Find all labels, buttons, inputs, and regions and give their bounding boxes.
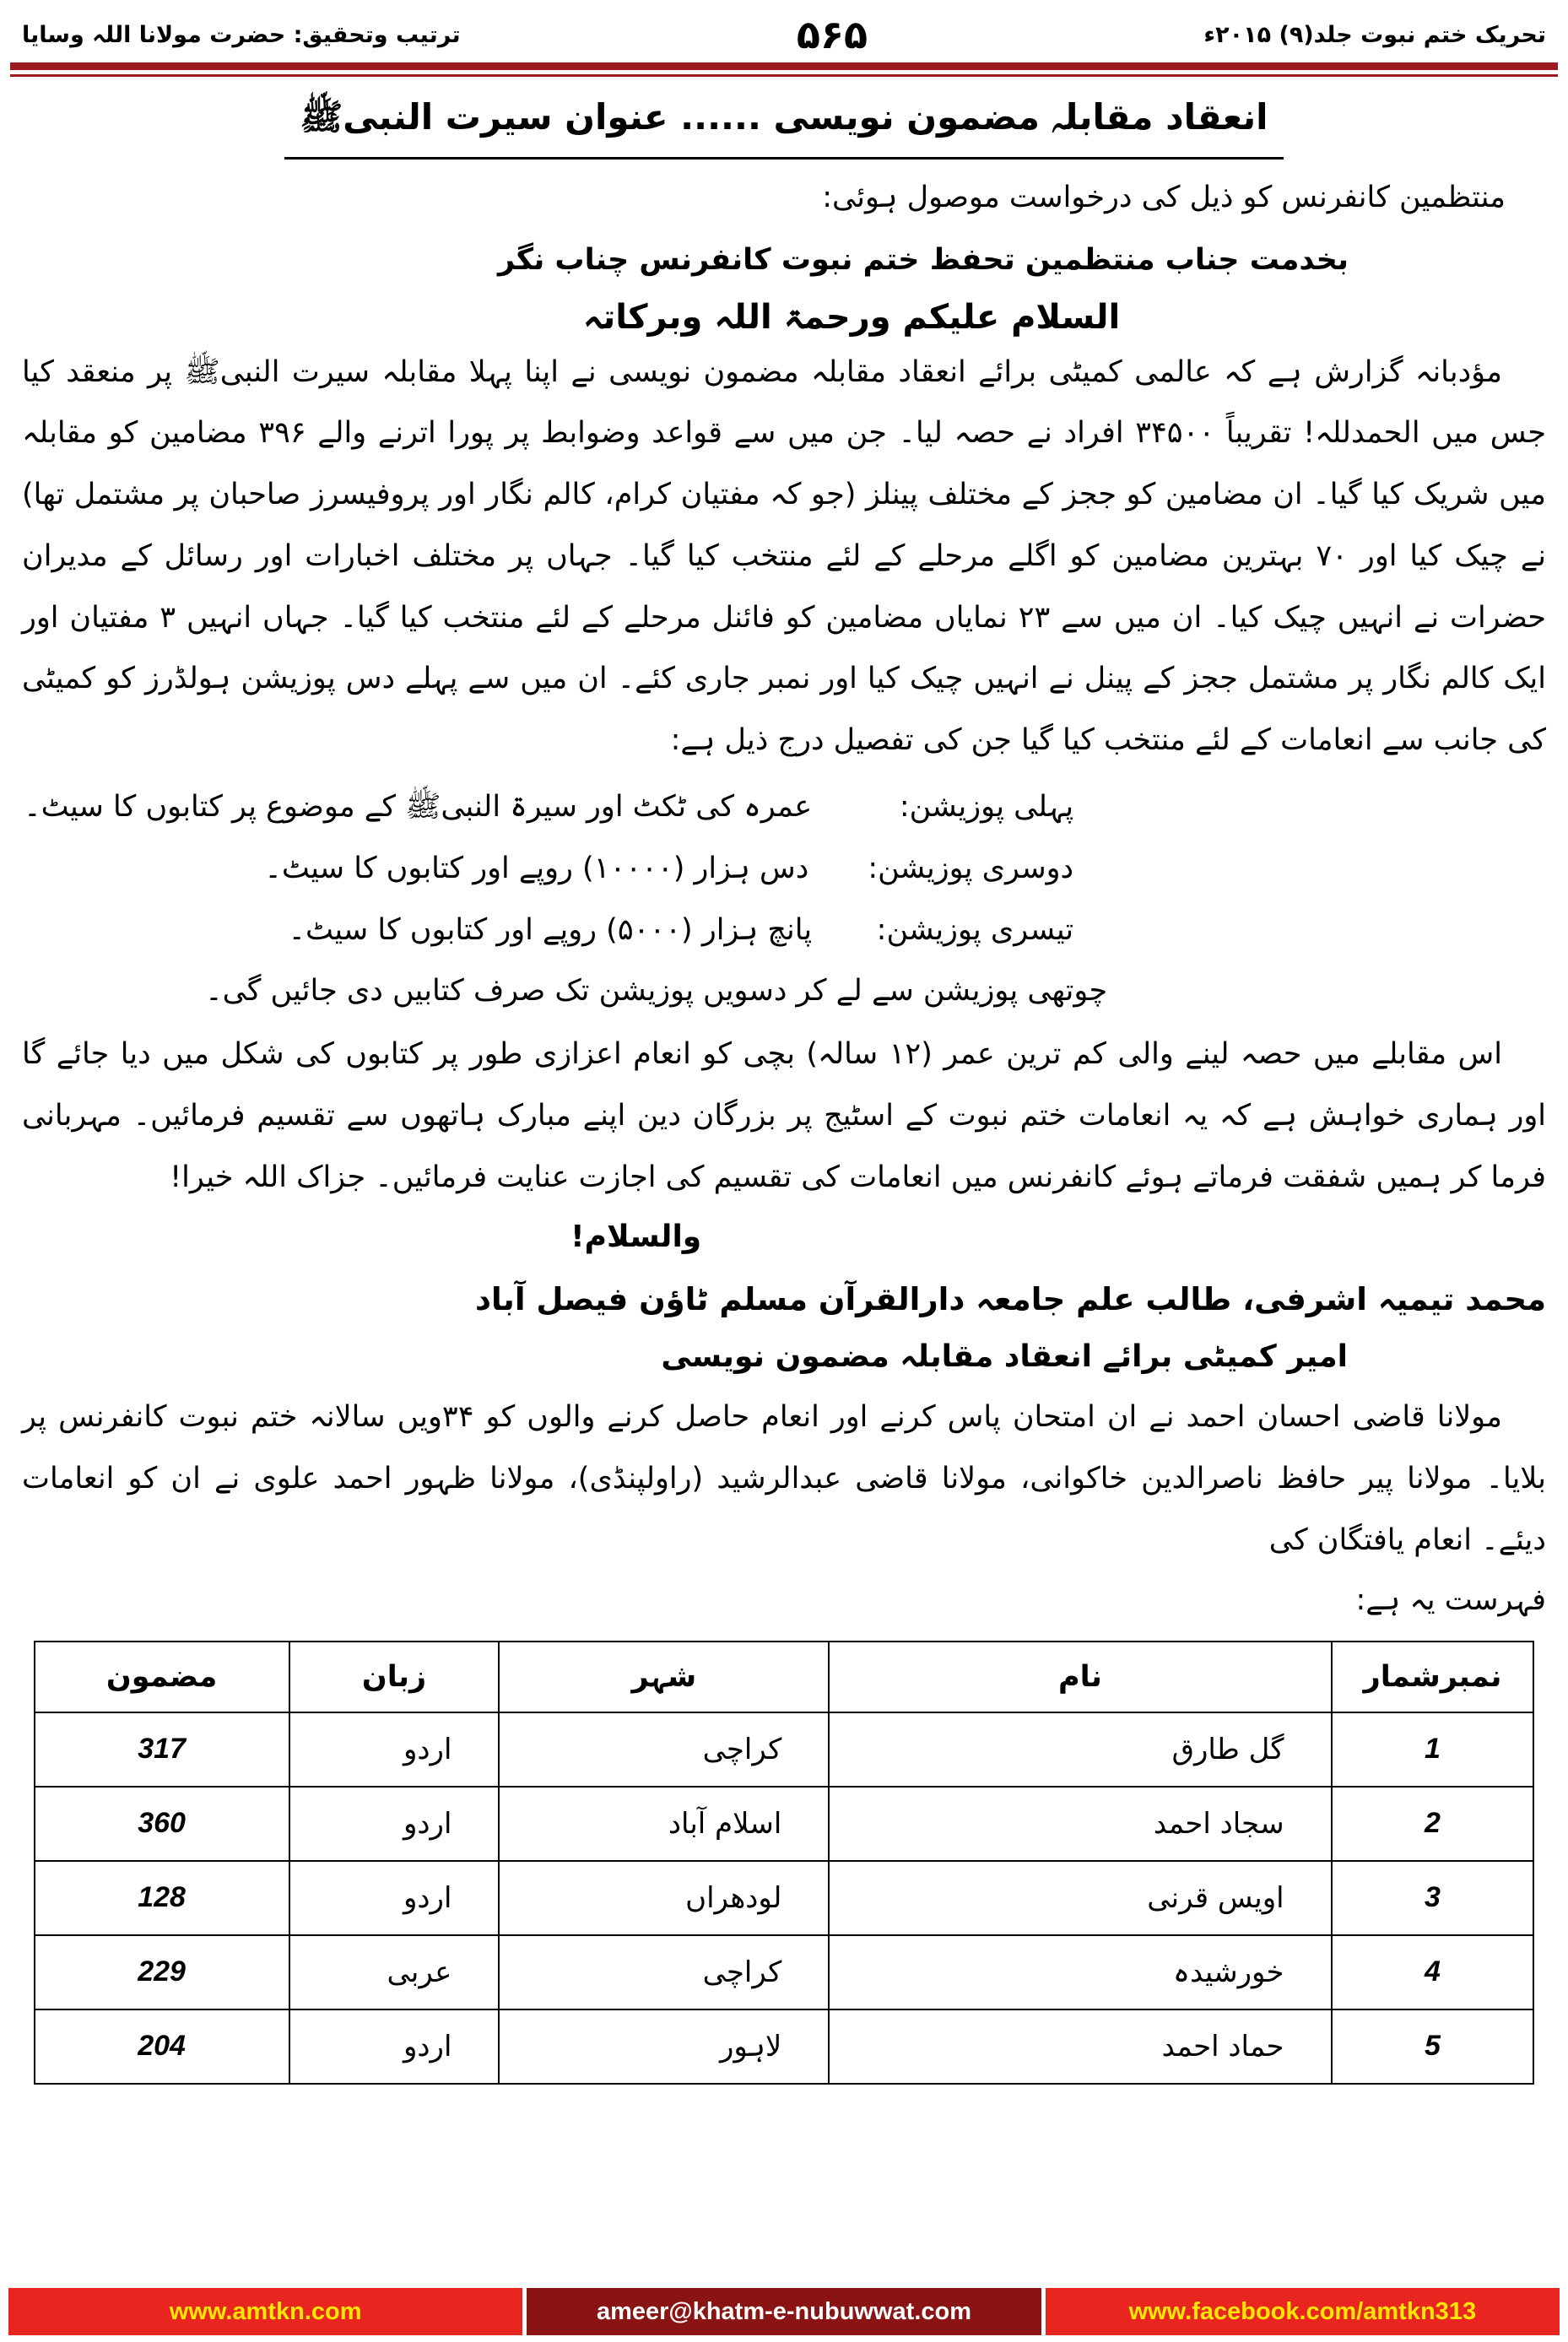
followup-paragraph: مولانا قاضی احسان احمد نے ان امتحان پاس کرنے اور انعام حاصل کرنے والوں کو ۳۴ویں سالانہ ختم نبوت کانفرنس پر بلایا۔ مولانا پیر حافظ ناصرالدین خاکوانی، مولانا قاضی عبدالرشید (راولپنڈی)، مولانا ظہور احمد علوی نے ان کو انعامات دیئے۔ انعام یافتگان کی [22, 1399, 1546, 1557]
col-header-serial: نمبرشمار [1332, 1642, 1534, 1712]
col-header-city: شہر [499, 1642, 829, 1712]
table-row [35, 1861, 1534, 1935]
position-1-label: پہلی پوزیشن: [899, 790, 1074, 825]
positions-note: چوتھی پوزیشن سے لے کر دسویں پوزیشن تک صرف کتابیں دی جائیں گی۔ [205, 974, 1108, 1009]
page-footer [8, 2288, 1560, 2335]
cell-serial: 1 [1332, 1712, 1534, 1787]
col-header-name: نام [829, 1642, 1331, 1712]
main-paragraph: مؤدبانہ گزارش ہے کہ عالمی کمیٹی برائے انعقاد مقابلہ مضمون نویسی نے اپنا پہلا مقابلہ سیرت النبیﷺ پر منعقد کیا جس میں الحمدللہ! تقریباً ۳۴۵۰۰ افراد نے حصہ لیا۔ جن میں سے قواعد وضوابط پر پورا اترنے والے ۳۹۶ مضامین کو مقابلہ میں شریک کیا گیا۔ ان مضامین کو ججز کے مختلف پینلز (جو کہ مفتیان کرام، کالم نگار اور پروفیسرز صاحبان پر مشتمل تھا) نے چیک کیا اور ۷۰ بہترین مضامین کو اگلے مرحلے کے لئے منتخب کیا گیا۔ جہاں پر مختلف اخبارات اور رسائل کے مدیران حضرات نے انہیں چیک کیا۔ ان میں سے ۲۳ نمایاں مضامین کو فائنل مرحلے کے لئے منتخب کیا گیا۔ جہاں انہیں ۳ مفتیان اور ایک کالم نگار پر مشتمل ججز کے پینل نے انہیں چیک کیا اور نمبر جاری کئے۔ ان میں سے پہلے دس پوزیشن ہولڈرز کو کمیٹی کی جانب سے انعامات کے لئے منتخب کیا گیا جن کی تفصیل درج ذیل ہے: [22, 354, 1547, 758]
positions-list [22, 776, 1108, 1022]
cell-language: اردو [289, 1861, 500, 1935]
cell-essay-number: 128 [35, 1861, 289, 1935]
cell-name: خورشیدہ [829, 1935, 1331, 2009]
signature-title: امیر کمیٹی برائے انعقاد مقابلہ مضمون نویسی [661, 1339, 1348, 1375]
request-paragraph: اس مقابلے میں حصہ لینے والی کم ترین عمر (۱۲ سالہ) بچی کو انعام اعزازی طور پر کتابوں کی شکل میں دیا جائے گا اور ہماری خواہش ہے کہ یہ انعامات ختم نبوت کے اسٹیج پر بزرگان دین اپنے مبارک ہاتھوں سے تقسیم فرمائیں۔ مہربانی فرما کر ہمیں شفقت فرماتے ہوئے کانفرنس میں انعامات کی تقسیم کی اجازت عنایت فرمائیں۔ جزاک اللہ خیرا! [22, 1037, 1546, 1194]
divider-thick-line [10, 62, 1558, 70]
salutation-line: السلام علیکم ورحمۃ اللہ وبرکاتہ [582, 297, 1121, 337]
divider-thin-line [10, 74, 1558, 77]
table-row [35, 1787, 1534, 1861]
table-row [35, 2009, 1534, 2084]
position-2-prize: دس ہزار (۱۰۰۰۰) روپے اور کتابوں کا سیٹ۔ [264, 851, 809, 885]
article-title: انعقاد مقابلہ مضمون نویسی ...... عنوان سیرت النبیﷺ [284, 95, 1283, 160]
results-table [34, 1641, 1535, 2085]
header-editor-credit: ترتیب وتحقیق: حضرت مولانا اللہ وسایا [22, 21, 461, 48]
page-number: ۵۶۵ [796, 12, 868, 57]
signature-name: محمد تیمیہ اشرفی، طالب علم جامعہ دارالقرآن مسلم ٹاؤن فیصل آباد [475, 1281, 1546, 1318]
closing-salutation: والسلام! [570, 1219, 702, 1254]
intro-line: منتظمین کانفرنس کو ذیل کی درخواست موصول ہوئی: [822, 181, 1506, 214]
header-publication-title: تحریک ختم نبوت جلد(۹) ۲۰۱۵ء [1203, 21, 1546, 48]
cell-name: گل طارق [829, 1712, 1331, 1787]
position-2-label: دوسری پوزیشن: [868, 851, 1074, 885]
footer-website-url: www.amtkn.com [8, 2288, 522, 2335]
cell-serial: 2 [1332, 1787, 1534, 1861]
cell-essay-number: 229 [35, 1935, 289, 2009]
cell-language: اردو [289, 1712, 500, 1787]
addressee-line: بخدمت جناب منتظمین تحفظ ختم نبوت کانفرنس چناب نگر [497, 242, 1349, 277]
cell-serial: 4 [1332, 1935, 1534, 2009]
footer-email-address: ameer@khatm-e-nubuwwat.com [527, 2288, 1041, 2335]
table-row [35, 1935, 1534, 2009]
table-header-row [35, 1642, 1534, 1712]
page-header [0, 0, 1568, 59]
position-3-label: تیسری پوزیشن: [876, 912, 1074, 947]
cell-name: حماد احمد [829, 2009, 1331, 2084]
cell-city: کراچی [499, 1935, 829, 2009]
col-header-essay: مضمون [35, 1642, 289, 1712]
position-row-1 [22, 776, 1073, 838]
position-row-2 [22, 838, 1073, 900]
cell-city: لاہور [499, 2009, 829, 2084]
cell-essay-number: 317 [35, 1712, 289, 1787]
cell-city: کراچی [499, 1712, 829, 1787]
cell-language: اردو [289, 1787, 500, 1861]
position-row-3 [22, 900, 1073, 961]
cell-language: اردو [289, 2009, 500, 2084]
cell-city: اسلام آباد [499, 1787, 829, 1861]
position-3-prize: پانچ ہزار (۵۰۰۰) روپے اور کتابوں کا سیٹ۔ [288, 912, 813, 947]
table-row [35, 1712, 1534, 1787]
col-header-language: زبان [289, 1642, 500, 1712]
cell-serial: 5 [1332, 2009, 1534, 2084]
cell-essay-number: 360 [35, 1787, 289, 1861]
list-intro-line: فہرست یہ ہے: [1355, 1583, 1546, 1618]
article-title-wrap [22, 95, 1546, 160]
footer-facebook-url: www.facebook.com/amtkn313 [1046, 2288, 1560, 2335]
article-content [0, 78, 1568, 2085]
header-divider [10, 62, 1558, 77]
cell-name: اویس قرنی [829, 1861, 1331, 1935]
cell-serial: 3 [1332, 1861, 1534, 1935]
cell-essay-number: 204 [35, 2009, 289, 2084]
cell-name: سجاد احمد [829, 1787, 1331, 1861]
position-1-prize: عمرہ کی ٹکٹ اور سیرۃ النبیﷺ کے موضوع پر کتابوں کا سیٹ۔ [24, 790, 813, 825]
cell-city: لودھراں [499, 1861, 829, 1935]
cell-language: عربی [289, 1935, 500, 2009]
